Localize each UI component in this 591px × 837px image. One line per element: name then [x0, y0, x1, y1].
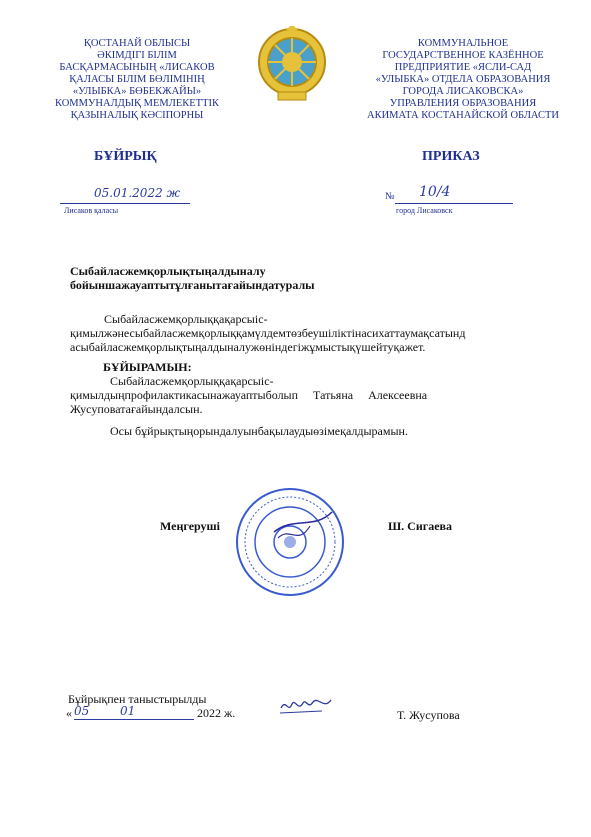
- ack-date-line: [74, 705, 194, 720]
- doc-type-ru: ПРИКАЗ: [422, 149, 480, 164]
- header-right-line: ПРЕДПРИЯТИЕ «ЯСЛИ-САД: [394, 62, 532, 73]
- header-right: [358, 38, 568, 122]
- order-title-line: Сыбайласжемқорлықтыңалдыналу: [70, 264, 266, 278]
- number-city: город Лисаковск: [396, 206, 453, 215]
- header-right-line: КОММУНАЛЬНОЕ: [417, 38, 509, 49]
- signature-name: Ш. Сигаева: [388, 519, 453, 533]
- number-prefix: №: [385, 191, 395, 202]
- order-item-line: қимылдыңпрофилактикасынажауаптыболып Татьяна Алексеевна: [70, 388, 428, 402]
- date-field: [60, 186, 190, 204]
- preamble-line: Сыбайласжемқорлыққақарсыіс-: [104, 312, 268, 326]
- header-right-line: «УЛЫБКА» ОТДЕЛА ОБРАЗОВАНИЯ: [375, 74, 551, 85]
- ack-name: Т. Жусупова: [397, 708, 460, 722]
- order-item-line: Жусуповатағайындалсын.: [70, 402, 203, 416]
- ack-label: Бұйрықпен таныстырылды: [68, 692, 207, 706]
- kazakhstan-emblem-icon: [256, 26, 328, 102]
- round-seal-stamp-icon: [234, 486, 346, 598]
- header-right-line: ГОСУДАРСТВЕННОЕ КАЗЁННОЕ: [382, 50, 544, 61]
- preamble-line: асыбайласжемқорлықтыңалдыналужөніндегіжұмыстықүшейтуқажет.: [70, 340, 426, 354]
- header-right-line: АКИМАТА КОСТАНАЙСКОЙ ОБЛАСТИ: [366, 110, 559, 121]
- order-item-2: [110, 424, 408, 438]
- ack-year: 2022 ж.: [197, 706, 236, 720]
- order-item-1: [70, 374, 540, 416]
- preamble-paragraph: [70, 312, 540, 354]
- header-left-line: БАСҚАРМАСЫНЫҢ «ЛИСАКОВ: [59, 62, 215, 73]
- order-item-line: Сыбайласжемқорлыққақарсыіс-: [110, 374, 274, 388]
- header-left-line: «УЛЫБКА» БӨБЕКЖАЙЫ»: [72, 86, 202, 97]
- preamble-line: қимылжәнесыбайласжемқорлыққамүлдемтөзбеушіліктінасихаттаумақсатынд: [70, 326, 466, 340]
- ack-open-quote: «: [66, 706, 72, 720]
- doc-type-kz: БҰЙРЫҚ: [94, 149, 157, 164]
- ack-month: 01: [120, 704, 136, 718]
- header-left-line: КОММУНАЛДЫҚ МЕМЛЕКЕТТІК: [54, 98, 220, 109]
- header-left-line: ҚОСТАНАЙ ОБЛЫСЫ: [83, 38, 191, 49]
- order-title: [70, 264, 315, 292]
- date-city: Лисаков қаласы: [64, 206, 119, 215]
- order-item-line: Осы бұйрықтыңорындалуынбақылаудыөзімеқалдырамын.: [110, 424, 408, 438]
- order-word: БҰЙЫРАМЫН:: [103, 360, 192, 374]
- date-value: 05.01.2022 ж: [94, 186, 181, 200]
- header-left: [48, 38, 226, 122]
- ack-day: 05: [74, 704, 90, 718]
- number-value: 10/4: [419, 184, 451, 200]
- header-right-line: ГОРОДА ЛИСАКОВСКА»: [402, 86, 524, 97]
- header-left-line: ҚАЗЫНАЛЫҚ КӘСІПОРНЫ: [70, 110, 204, 121]
- order-title-line: бойыншажауаптытұлғанытағайындатуралы: [70, 278, 315, 292]
- header-right-line: УПРАВЛЕНИЯ ОБРАЗОВАНИЯ: [389, 98, 537, 109]
- ack-signature-icon: [278, 694, 334, 718]
- header-left-line: ӘКІМДІГІ БІЛІМ: [97, 50, 177, 61]
- signature-position: Меңгеруші: [160, 519, 221, 533]
- number-field: [395, 186, 513, 204]
- header-left-line: ҚАЛАСЫ БІЛІМ БӨЛІМІНІҢ: [69, 74, 205, 85]
